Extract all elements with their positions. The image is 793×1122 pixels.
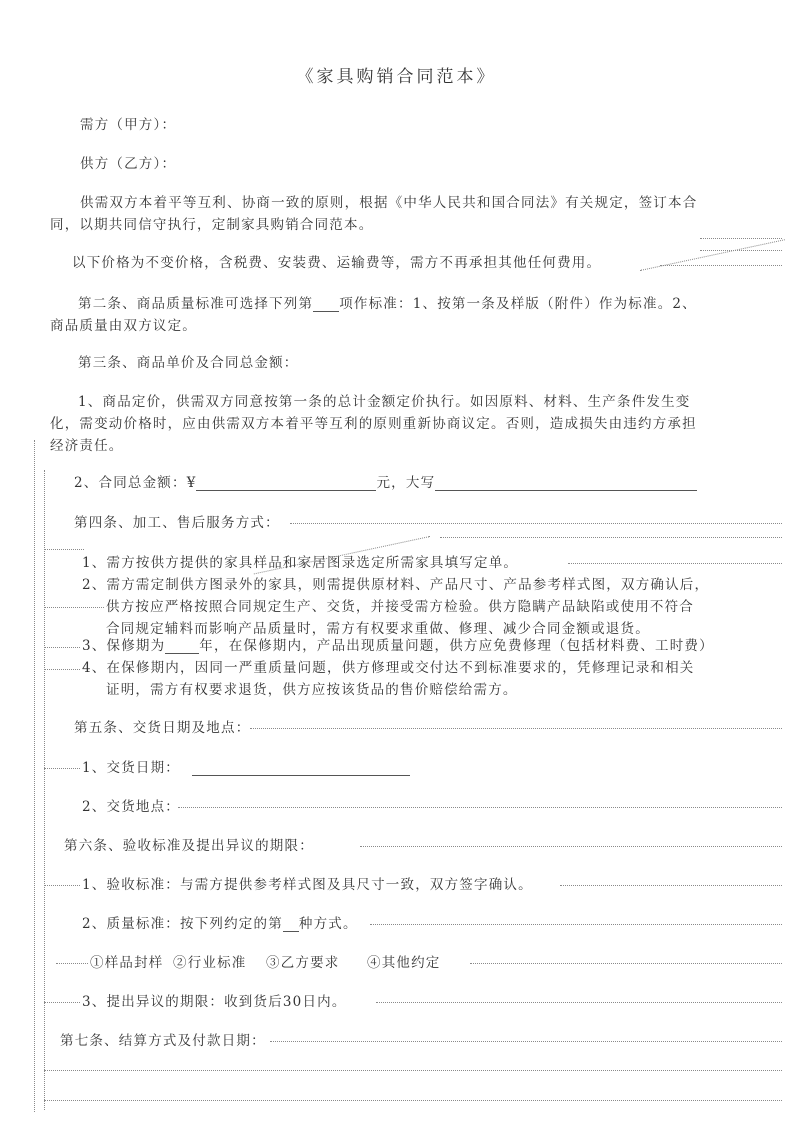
article-6-item-1: 1、验收标准：与需方提供参考样式图及具尺寸一致，双方签字确认。: [82, 877, 533, 893]
document-title: 《家具购销合同范本》: [296, 67, 497, 87]
article-3-item-1-line-3: 经济责任。: [50, 438, 124, 454]
article-6-item-2: [82, 912, 358, 932]
article-4-item-1: 1、需方按供方提供的家具样品和家居图录选定所需家具填写定单。: [82, 555, 519, 571]
delivery-place-label: 2、交货地点：: [82, 799, 180, 815]
quality-options: [90, 951, 441, 971]
dot-leader: [376, 1002, 782, 1003]
delivery-date-row: [82, 756, 410, 776]
article-4-heading: 第四条、加工、售后服务方式：: [74, 515, 280, 531]
dot-leader: [560, 885, 782, 886]
dot-leader: [700, 238, 782, 239]
dot-diagonal: [640, 239, 785, 271]
dot-leader: [270, 1041, 782, 1042]
dot-leader: [660, 265, 782, 266]
dot-leader: [370, 924, 782, 925]
article-2-part-1: 第二条、商品质量标准可选择下列第: [78, 296, 314, 312]
dot-leader: [470, 963, 782, 964]
intro-line-1: 供需双方本着平等互利、协商一致的原则，根据《中华人民共和国合同法》有关规定，签订本合: [80, 195, 698, 211]
option-4: ④其他约定: [367, 955, 441, 971]
dot-leader: [44, 647, 80, 648]
delivery-date-label: 1、交货日期：: [82, 760, 180, 776]
total-amount-label: 2、合同总金额：¥: [74, 475, 197, 491]
article-3-item-1-line-1: 1、商品定价，供需双方同意按第一条的总计金额定价执行。如因原料、材料、生产条件发生变: [78, 394, 691, 410]
article-4-item-4-line-1: 4、在保修期内，因同一严重质量问题，供方修理或交付达不到标准要求的，凭修理记录和相关: [82, 660, 695, 676]
dot-leader: [44, 1002, 80, 1003]
article-2-choice-blank[interactable]: [313, 297, 339, 312]
quality-standard-label: 2、质量标准：按下列约定的第: [82, 916, 283, 932]
article-2-line-1: [78, 292, 697, 312]
article-4-item-4-line-2: 证明，需方有权要求退货，供方应按该货品的售价赔偿给需方。: [106, 682, 518, 698]
dot-leader: [178, 807, 782, 808]
article-4-item-3: [82, 634, 714, 654]
dot-leader: [44, 768, 80, 769]
left-margin-dots: [34, 440, 35, 1112]
quality-standard-blank[interactable]: [283, 917, 299, 932]
article-6-heading: 第六条、验收标准及提出异议的期限：: [64, 838, 314, 854]
dot-leader: [700, 250, 782, 251]
article-4-item-2-line-2: 供方按应严格按照合同规定生产、交货，并接受需方检验。供方隐瞒产品缺陷或使用不符合: [106, 599, 694, 615]
article-5-heading: 第五条、交货日期及地点：: [74, 720, 251, 736]
article-7-heading: 第七条、结算方式及付款日期：: [60, 1033, 266, 1049]
dot-leader: [44, 669, 80, 670]
total-amount-yuan: 元，大写: [376, 475, 436, 491]
dot-leader: [250, 728, 782, 729]
dot-leader: [568, 563, 782, 564]
seller-label: 供方（乙方）：: [80, 156, 177, 172]
article-4-item-2-line-3: 合同规定辅料而影响产品质量时，需方有权要求重做、修理、减少合同金额或退货。: [106, 621, 650, 637]
warranty-text: 年，在保修期内，产品出现质量问题，供方应免费修理（包括材料费、工时费）: [199, 638, 714, 654]
option-1: ①样品封样: [90, 955, 164, 971]
option-2: ②行业标准: [173, 955, 247, 971]
article-6-item-3: 3、提出异议的期限：收到货后30日内。: [82, 994, 347, 1010]
dot-leader: [360, 846, 782, 847]
dot-leader: [56, 963, 88, 964]
delivery-date-blank[interactable]: [192, 761, 410, 776]
article-4-item-2-line-1: 2、需方需定制供方图录外的家具，则需提供原材料、产品尺寸、产品参考样式图，双方确认后，: [82, 577, 710, 593]
dot-leader: [44, 549, 84, 550]
dot-leader: [44, 607, 104, 608]
total-amount-words-blank[interactable]: [435, 476, 697, 491]
article-2-line-2: 商品质量由双方议定。: [50, 318, 197, 334]
article-3-item-1-line-2: 化，需变动价格时，应由供需双方本着平等互利的原则重新协商议定。否则，造成损失由违约方承担: [50, 416, 697, 432]
dot-leader: [44, 1100, 782, 1101]
quality-standard-text: 种方式。: [298, 916, 358, 932]
article-2-part-2: 项作标准：1、按第一条及样版（附件）作为标准。2、: [339, 296, 697, 312]
intro-line-2: 同，以期共同信守执行，定制家具购销合同范本。: [50, 217, 374, 233]
price-note: 以下价格为不变价格，含税费、安装费、运输费等，需方不再承担其他任何费用。: [72, 255, 602, 271]
option-3: ③乙方要求: [266, 955, 340, 971]
dot-leader: [440, 537, 782, 538]
article-3-item-2: [74, 471, 697, 491]
warranty-years-blank[interactable]: [165, 639, 199, 654]
buyer-label: 需方（甲方）：: [80, 117, 177, 133]
left-margin-dots-inner: [44, 470, 45, 1110]
dot-leader: [44, 885, 80, 886]
dot-leader: [44, 1070, 782, 1071]
warranty-label: 3、保修期为: [82, 638, 166, 654]
dot-leader: [290, 523, 782, 524]
total-amount-blank[interactable]: [196, 476, 376, 491]
article-3-heading: 第三条、商品单价及合同总金额：: [78, 355, 299, 371]
